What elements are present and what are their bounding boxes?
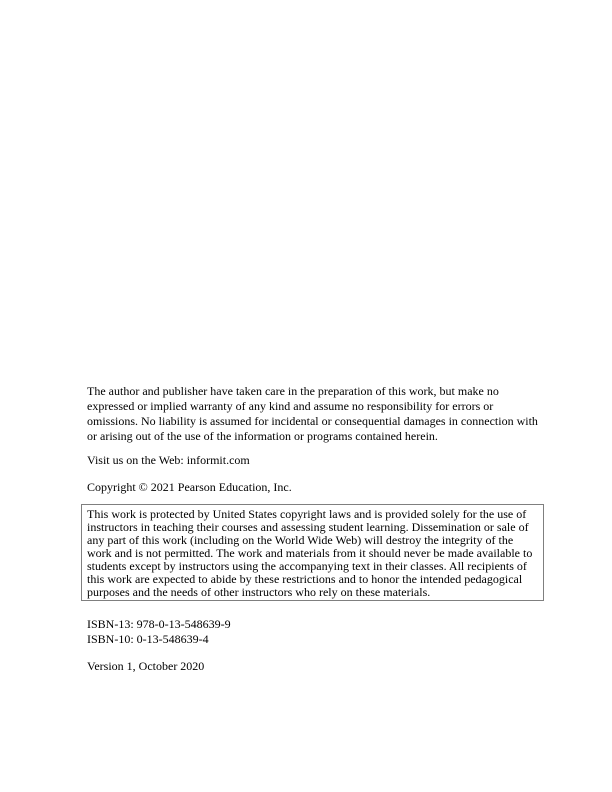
instructor-notice-box: [81, 504, 544, 601]
disclaimer-line: or arising out of the use of the information or programs contained herein.: [87, 429, 438, 443]
notice-line: any part of this work (including on the World Wide Web) will destroy the integrity of the: [87, 533, 514, 547]
notice-line: this work are expected to abide by these restrictions and to honor the intended pedagogical: [87, 572, 523, 586]
website-line: Visit us on the Web: informit.com: [87, 453, 250, 467]
isbn-block: [87, 617, 231, 647]
notice-line: This work is protected by United States copyright laws and is provided solely for the use of: [87, 507, 527, 521]
disclaimer-line: expressed or implied warranty of any kind and assume no responsibility for errors or: [87, 399, 494, 413]
notice-line: work and is not permitted. The work and materials from it should never be made available to: [87, 546, 533, 560]
disclaimer-paragraph: [87, 384, 538, 444]
notice-line: purposes and the needs of other instructors who rely on these materials.: [87, 585, 431, 599]
notice-line: instructors in teaching their courses and assessing student learning. Dissemination or sale of: [87, 520, 529, 534]
disclaimer-line: omissions. No liability is assumed for incidental or consequential damages in connection with: [87, 414, 538, 428]
isbn-13: ISBN-13: 978-0-13-548639-9: [87, 617, 231, 631]
notice-line: students except by instructors using the accompanying text in their classes. All recipients of: [87, 559, 527, 573]
version-line: Version 1, October 2020: [87, 659, 205, 673]
disclaimer-line: The author and publisher have taken care in the preparation of this work, but make no: [87, 384, 499, 398]
isbn-10: ISBN-10: 0-13-548639-4: [87, 632, 209, 646]
copyright-line: Copyright © 2021 Pearson Education, Inc.: [87, 480, 292, 494]
